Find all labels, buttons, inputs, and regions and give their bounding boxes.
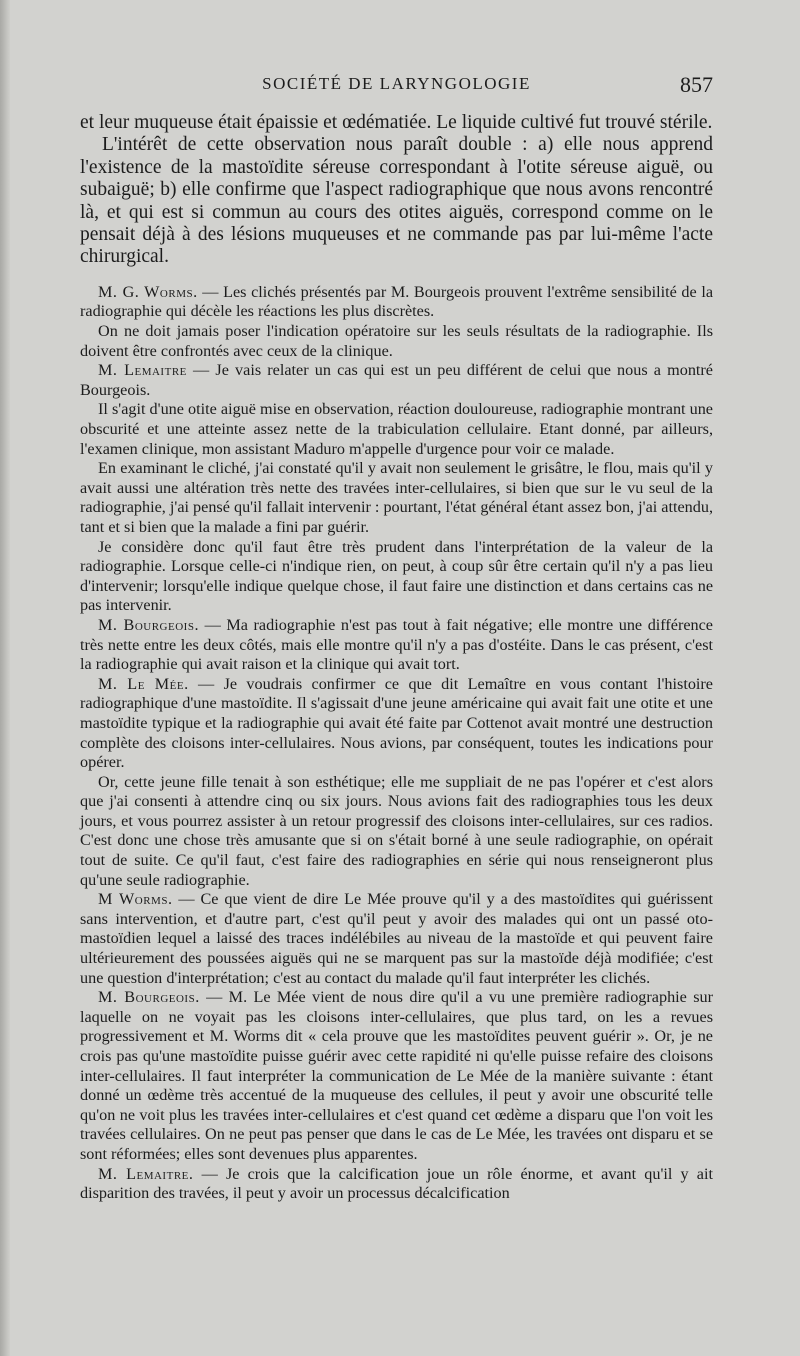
paragraph-text: — Les clichés présentés par M. Bourgeois prouvent l'extrême sensibilité de la radiographie qui décèle les réactions les plus discrètes. bbox=[80, 282, 714, 321]
paragraph-text: — Je vais relater un cas qui est un peu différent de celui que nous a montré Bourgeois. bbox=[80, 361, 713, 399]
observation-conclusion bbox=[80, 112, 713, 269]
speaker-name: M. Bourgeois. bbox=[98, 988, 200, 1007]
discussion-paragraph bbox=[80, 773, 713, 891]
discussion-paragraph bbox=[80, 616, 713, 675]
body-text bbox=[80, 112, 713, 1204]
speaker-name: M. Lemaitre bbox=[98, 361, 187, 380]
discussion-paragraph bbox=[80, 538, 713, 616]
discussion-paragraph bbox=[80, 1165, 713, 1204]
discussion-paragraph bbox=[80, 322, 713, 361]
discussion-paragraph bbox=[80, 400, 713, 459]
paragraph-text: — Je crois que la calcification joue un rôle énorme, et avant qu'il y ait disparition des travées, il peut y avoir un processus décalcification bbox=[80, 1164, 713, 1203]
speaker-name: M. G. Worms. bbox=[98, 282, 198, 301]
paragraph-text: — Je voudrais confirmer ce que dit Lemaître en vous contant l'histoire radiographique d'une mastoïdite. Il s'agissait d'une jeune américaine qui avait fait une otite et une mastoïdite typique et la radiographie qui avait été faite par Cottenot avait montré une destruction complète des cloisons inter-cellulaires. Nous avions, par conséquent, toutes les indications pour opérer. bbox=[80, 674, 713, 772]
paragraph-text: Je considère donc qu'il faut être très prudent dans l'interprétation de la valeur de la radiographie. Lorsque celle-ci n'indique rien, on peut, à coup sûr être certain qu'il n'y a pas lieu d'intervenir; lorsqu'elle indique quelque chose, il faut faire une distinction et dans certains cas ne pas intervenir. bbox=[80, 537, 713, 615]
speaker-name: M. Lemaitre. bbox=[98, 1164, 194, 1183]
discussion-paragraph bbox=[80, 890, 713, 988]
speaker-name: M. Bourgeois. bbox=[98, 615, 199, 634]
discussion-paragraph bbox=[80, 988, 713, 1164]
paragraph-text: — Ma radiographie n'est pas tout à fait négative; elle montre une différence très nette entre les deux côtés, mais elle montre qu'il n'y a pas d'ostéite. Dans le cas présent, c'est la radiographie qui avait raison et la clinique qui avait tort. bbox=[80, 615, 713, 674]
paragraph: et leur muqueuse était épaissie et œdématiée. Le liquide cultivé fut trouvé stérile. bbox=[80, 112, 713, 133]
discussion-paragraph bbox=[80, 675, 713, 773]
discussion-section bbox=[80, 283, 713, 1204]
discussion-paragraph bbox=[80, 283, 713, 322]
discussion-paragraph bbox=[80, 361, 713, 400]
discussion-paragraph bbox=[80, 459, 713, 537]
paragraph: L'intérêt de cette observation nous paraît double : a) elle nous apprend l'existence de la mastoïdite séreuse correspondant à l'otite séreuse aiguë, ou subaiguë; b) elle confirme que l'aspect radiographique que nous avons rencontré là, et qui est si commun au cours des otites aiguës, correspond comme on le pensait déjà à des lésions muqueuses et ne commande pas par lui-même l'acte chirurgical. bbox=[80, 134, 713, 268]
paragraph-text: En examinant le cliché, j'ai constaté qu'il y avait non seulement le grisâtre, le flou, mais qu'il y avait aussi une altération très nette des travées inter-cellulaires, si bien que sur le vu seul de la radiographie, j'ai pensé qu'il fallait intervenir : pourtant, l'état général étant assez bon, j'ai attendu, tant et si bien que la malade a fini par guérir. bbox=[80, 459, 713, 536]
paragraph-text: — M. Le Mée vient de nous dire qu'il a vu une première radiographie sur laquelle on ne voyait pas les cloisons inter-cellulaires, que plus tard, on les a revues progressivement et M. Worms dit « cela prouve que les mastoïdites peuvent guérir ». Or, je ne crois pas qu'une mastoïdite puisse guérir avec cette rapidité ni qu'elle puisse refaire des cloisons inter-cellulaires. Il faut interpréter la communication de Le Mée de la manière suivante : étant donné un œdème très accentué de la muqueuse des cellules, il peut y avoir une obscurité telle qu'on ne voit plus les travées inter-cellulaires et c'est quand cet œdème a disparu que l'on voit les travées cellulaires. On ne peut pas penser que dans le cas de Le Mée, les travées ont disparu et se sont réformées; elles sont devenues plus apparentes. bbox=[80, 988, 713, 1163]
paragraph-text: — Ce que vient de dire Le Mée prouve qu'il y a des mastoïdites qui guérissent sans intervention, et d'autre part, c'est qu'il peut y avoir des malades qui ont un passé oto-mastoïdien lequel a laissé des traces indélébiles au niveau de la mastoïde et qui peuvent faire ultérieurement des poussées aiguës qui ne se marquent pas sur la mastoïde déjà modifiée; c'est une question d'interprétation; c'est au contact du malade qu'il faut interpréter les clichés. bbox=[80, 890, 714, 987]
page-edge-shadow bbox=[0, 0, 10, 1356]
paragraph-text: Il s'agit d'une otite aiguë mise en observation, réaction douloureuse, radiographie montrant une obscurité et une atteinte assez nette de la trabiculation cellulaire. Etant donné, par ailleurs, l'examen clinique, mon assistant Maduro m'appelle d'urgence pour voir ce malade. bbox=[80, 400, 713, 458]
running-head: SOCIÉTÉ DE LARYNGOLOGIE bbox=[262, 74, 531, 93]
paragraph-text: Or, cette jeune fille tenait à son esthétique; elle me suppliait de ne pas l'opérer et c'est alors que j'ai consenti à attendre cinq ou six jours. Nous avions fait des radiographies tous les deux jours, et vous pourrez assister à un retour progressif des cloisons inter-cellulaires, sur ces radios. C'est donc une chose très amusante que si on s'était borné à une seule radiographie, on opérait tout de suite. Ce qu'il faut, c'est faire des radiographies en série qui nous renseigneront plus qu'une seule radiographie. bbox=[80, 772, 713, 889]
speaker-name: M. Le Mée. bbox=[98, 674, 189, 693]
page-header bbox=[80, 70, 713, 102]
paragraph-text: On ne doit jamais poser l'indication opératoire sur les seuls résultats de la radiographie. Ils doivent être confrontés avec ceux de la clinique. bbox=[80, 322, 713, 360]
page-number: 857 bbox=[680, 72, 713, 97]
speaker-name: M Worms. bbox=[98, 890, 173, 909]
